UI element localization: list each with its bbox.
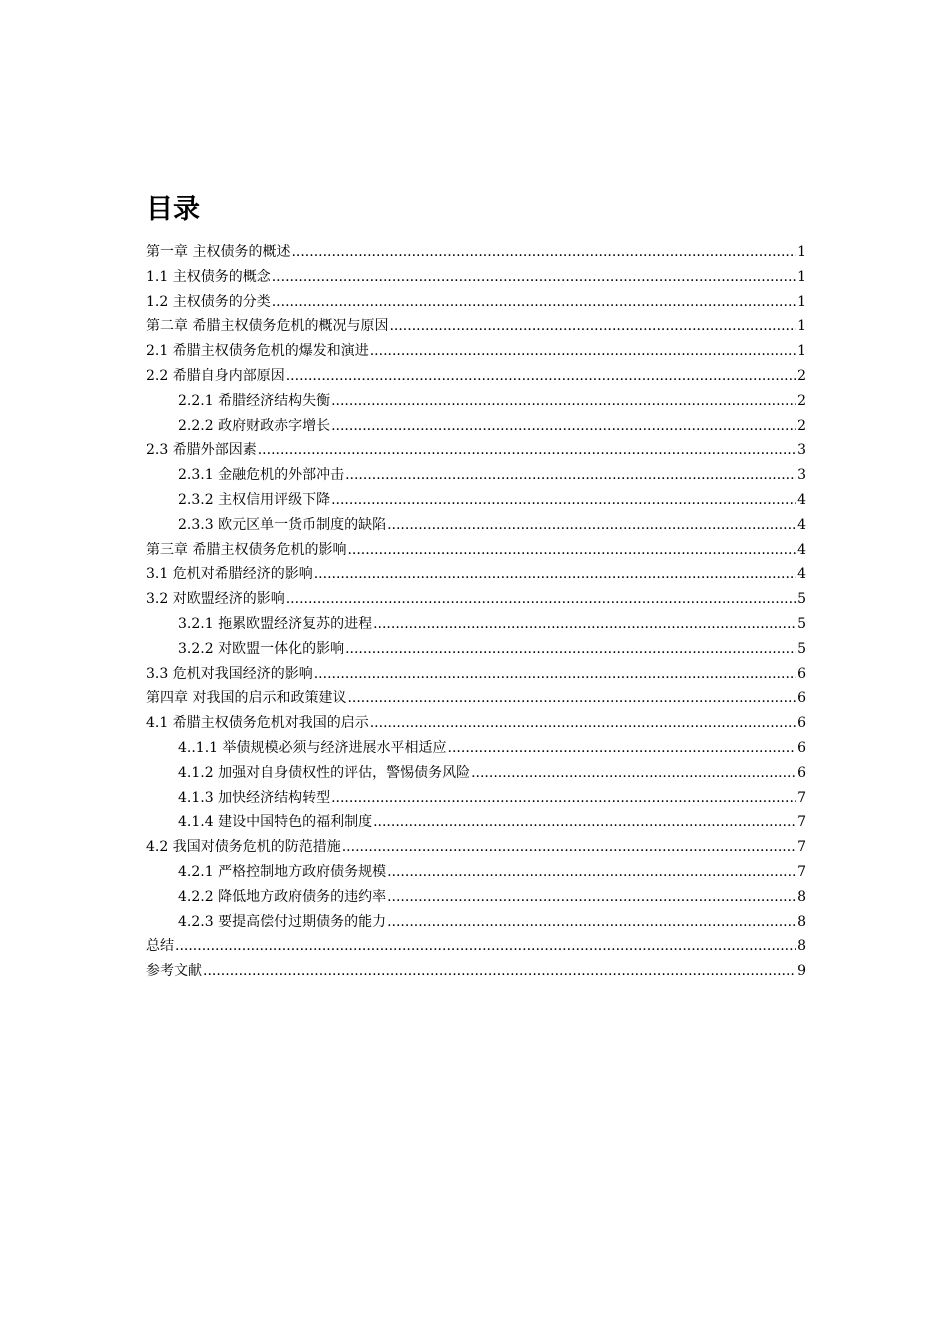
toc-entry-page-number: 6 <box>797 715 806 732</box>
toc-entry-page-number: 5 <box>797 640 806 657</box>
dot-leader <box>314 662 796 687</box>
toc-entry[interactable] <box>146 438 806 463</box>
toc-entry-label: 1.2 主权债务的分类 <box>146 293 271 310</box>
toc-entry-label: 3.2.2 对欧盟一体化的影响 <box>178 640 345 657</box>
toc-entry-page-number: 2 <box>797 367 806 384</box>
toc-entry-label: 第二章 希腊主权债务危机的概况与原因 <box>146 318 389 335</box>
dot-leader <box>471 761 796 786</box>
toc-entry-page-number: 7 <box>797 839 806 856</box>
toc-entry[interactable] <box>146 686 806 711</box>
toc-entry-label: 第一章 主权债务的概述 <box>146 244 291 260</box>
toc-entry-label: 4.2.2 降低地方政府债务的违约率 <box>178 888 387 905</box>
toc-entry-page-number: 4 <box>797 541 806 558</box>
dot-leader <box>291 240 796 265</box>
toc-entry-label: 2.3.2 主权信用评级下降 <box>178 491 331 508</box>
toc-entry[interactable] <box>146 290 806 315</box>
toc-entry-label: 3.1 危机对希腊经济的影响 <box>146 566 313 583</box>
dot-leader <box>175 934 796 959</box>
toc-entry-page-number: 2 <box>797 392 806 409</box>
toc-entry-label: 2.2.2 政府财政赤字增长 <box>178 417 331 434</box>
toc-entry-label: 4.1.2 加强对自身债权性的评估，警惕债务风险 <box>178 764 471 781</box>
toc-entry-page-number: 5 <box>797 591 806 608</box>
toc-entry-label: 4.2.3 要提高偿付过期债务的能力 <box>178 913 387 930</box>
toc-entry[interactable] <box>146 934 806 959</box>
toc-entry[interactable] <box>146 314 806 339</box>
toc-entry[interactable] <box>146 364 806 389</box>
dot-leader <box>370 711 796 736</box>
toc-entry[interactable] <box>146 910 806 935</box>
toc-entry-page-number: 8 <box>797 913 806 930</box>
toc-entry[interactable] <box>146 835 806 860</box>
toc-entry[interactable] <box>146 488 806 513</box>
toc-entry-label: 1.1 主权债务的概念 <box>146 268 271 285</box>
toc-entry[interactable] <box>146 562 806 587</box>
toc-entry-page-number: 4 <box>797 566 806 583</box>
toc-entry-label: 4..1.1 举债规模必须与经济进展水平相适应 <box>178 739 447 756</box>
toc-entry-page-number: 8 <box>797 888 806 905</box>
toc-entry[interactable] <box>146 761 806 786</box>
toc-entry[interactable] <box>146 662 806 687</box>
toc-entry[interactable] <box>146 513 806 538</box>
toc-entry-page-number: 9 <box>797 963 806 980</box>
dot-leader <box>203 959 796 984</box>
dot-leader <box>331 786 796 811</box>
toc-entry-label: 3.2.1 拖累欧盟经济复苏的进程 <box>178 615 373 632</box>
toc-entry-page-number: 1 <box>797 293 806 310</box>
toc-entry-page-number: 6 <box>797 739 806 756</box>
toc-entry-page-number: 4 <box>797 516 806 533</box>
toc-entry-page-number: 3 <box>797 467 806 484</box>
toc-entry-page-number: 8 <box>797 938 806 955</box>
toc-entry-label: 4.1.3 加快经济结构转型 <box>178 789 331 806</box>
dot-leader <box>286 587 796 612</box>
toc-entry[interactable] <box>146 587 806 612</box>
dot-leader <box>272 290 796 315</box>
toc-entry-page-number: 1 <box>797 343 806 360</box>
toc-entry-label: 第三章 希腊主权债务危机的影响 <box>146 541 347 558</box>
toc-entry-label: 3.2 对欧盟经济的影响 <box>146 591 285 608</box>
toc-entry-page-number: 7 <box>797 814 806 831</box>
toc-entry-label: 4.2 我国对债务危机的防范措施 <box>146 839 341 856</box>
toc-entry[interactable] <box>146 736 806 761</box>
toc-entry[interactable] <box>146 959 806 984</box>
dot-leader <box>387 513 796 538</box>
dot-leader <box>314 562 796 587</box>
dot-leader <box>370 339 796 364</box>
dot-leader <box>331 414 796 439</box>
toc-entry-label: 2.1 希腊主权债务危机的爆发和演进 <box>146 343 369 360</box>
dot-leader <box>373 810 796 835</box>
toc-entry-label: 3.3 危机对我国经济的影响 <box>146 665 313 682</box>
dot-leader <box>448 736 797 761</box>
toc-entry[interactable] <box>146 612 806 637</box>
toc-entry-label: 4.1.4 建设中国特色的福利制度 <box>178 814 373 831</box>
toc-entry[interactable] <box>146 463 806 488</box>
dot-leader <box>331 488 796 513</box>
dot-leader <box>347 686 796 711</box>
toc-entry[interactable] <box>146 339 806 364</box>
toc-entry[interactable] <box>146 860 806 885</box>
dot-leader <box>387 885 796 910</box>
toc-entry-label: 第四章 对我国的启示和政策建议 <box>146 690 347 707</box>
toc-entry[interactable] <box>146 711 806 736</box>
toc-entry-label: 2.2.1 希腊经济结构失衡 <box>178 392 331 409</box>
toc-entry-page-number: 1 <box>797 268 806 285</box>
toc-entry[interactable] <box>146 389 806 414</box>
toc-entry-page-number: 1 <box>797 244 806 260</box>
dot-leader <box>387 860 796 885</box>
dot-leader <box>347 538 796 563</box>
toc-entry-label: 2.3.3 欧元区单一货币制度的缺陷 <box>178 516 387 533</box>
toc-entry[interactable] <box>146 538 806 563</box>
dot-leader <box>258 438 796 463</box>
toc-entry[interactable] <box>146 885 806 910</box>
dot-leader <box>342 835 796 860</box>
toc-entry-page-number: 6 <box>797 690 806 707</box>
toc-entry-label: 总结 <box>146 938 174 955</box>
toc-entry[interactable] <box>146 240 806 265</box>
toc-entry-page-number: 3 <box>797 442 806 459</box>
table-of-contents <box>146 240 806 984</box>
toc-entry-page-number: 7 <box>797 789 806 806</box>
dot-leader <box>373 612 796 637</box>
toc-entry-label: 2.3 希腊外部因素 <box>146 442 257 459</box>
toc-entry-page-number: 4 <box>797 491 806 508</box>
toc-entry[interactable] <box>146 810 806 835</box>
toc-entry-label: 2.2 希腊自身内部原因 <box>146 367 285 384</box>
toc-entry[interactable] <box>146 637 806 662</box>
toc-entry[interactable] <box>146 265 806 290</box>
dot-leader <box>286 364 796 389</box>
dot-leader <box>389 314 796 339</box>
toc-entry-label: 参考文献 <box>146 963 202 980</box>
toc-entry-label: 2.3.1 金融危机的外部冲击 <box>178 467 345 484</box>
toc-entry-label: 4.2.1 严格控制地方政府债务规模 <box>178 863 387 880</box>
toc-entry[interactable] <box>146 414 806 439</box>
toc-entry-page-number: 7 <box>797 863 806 880</box>
dot-leader <box>345 637 796 662</box>
toc-entry-page-number: 5 <box>797 615 806 632</box>
toc-entry-page-number: 6 <box>797 665 806 682</box>
dot-leader <box>387 910 796 935</box>
toc-entry-page-number: 6 <box>797 764 806 781</box>
toc-entry-page-number: 2 <box>797 417 806 434</box>
toc-entry[interactable] <box>146 786 806 811</box>
toc-entry-label: 4.1 希腊主权债务危机对我国的启示 <box>146 715 369 732</box>
dot-leader <box>272 265 796 290</box>
dot-leader <box>345 463 796 488</box>
toc-entry-page-number: 1 <box>797 318 806 335</box>
dot-leader <box>331 389 796 414</box>
page-title: 目录 <box>146 194 200 225</box>
